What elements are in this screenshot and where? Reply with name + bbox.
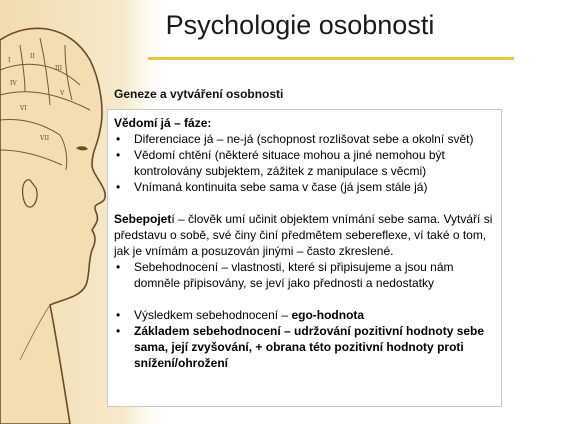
slide-title: Psychologie osobnosti [165,10,435,40]
list-item [114,323,498,371]
svg-text:I: I [8,57,11,64]
title-underline [148,57,514,60]
list-item: • Sebehodnocení – vlastnosti, které si připisujeme a jsou nám domněle připisovány, se jeví jako přednosti a nedostatky [114,259,498,291]
sebepojeti-definition: í – člověk umí učinit objektem vnímání sebe sama. Vytváří si představu o sobě, své činy činí předmětem sebereflexe, ví také o tom, jak je vnímám a posuzován jinými – často zkreslené. [114,212,493,258]
slide-subtitle: Geneze a vytváření osobnosti [114,87,284,101]
content-text [114,115,498,371]
svg-text:IV: IV [10,80,17,87]
basis-statement: Základem sebehodnocení – udržování pozitivní hodnoty sebe sama, její zvyšování, + obrana této pozitivní hodnoty proti snížení/ohrožení [134,324,485,370]
list-item: • Vědomí chtění (některé situace mohou a jiné nemohou být kontrolovány subjektem, zážitek z manipulace s věcmi) [114,147,498,179]
svg-text:VI: VI [20,105,27,112]
ego-hodnota-term: ego-hodnota [291,308,365,322]
list-item [114,307,498,323]
svg-text:III: III [55,65,63,72]
list-item: • Vnímaná kontinuita sebe sama v čase (já jsem stále já) [114,179,498,195]
list-item: • Diferenciace já – ne-já (schopnost rozlišovat sebe a okolní svět) [114,131,498,147]
svg-text:VII: VII [40,135,50,142]
sebepojeti-term: Sebepojet [114,212,172,226]
svg-text:II: II [30,53,35,60]
svg-text:V: V [60,90,65,97]
result-prefix: Výsledkem sebehodnocení – [134,308,292,322]
sebepojeti-paragraph [114,211,498,259]
section-heading-vedomi-ja: Vědomí já – fáze: [114,116,212,130]
